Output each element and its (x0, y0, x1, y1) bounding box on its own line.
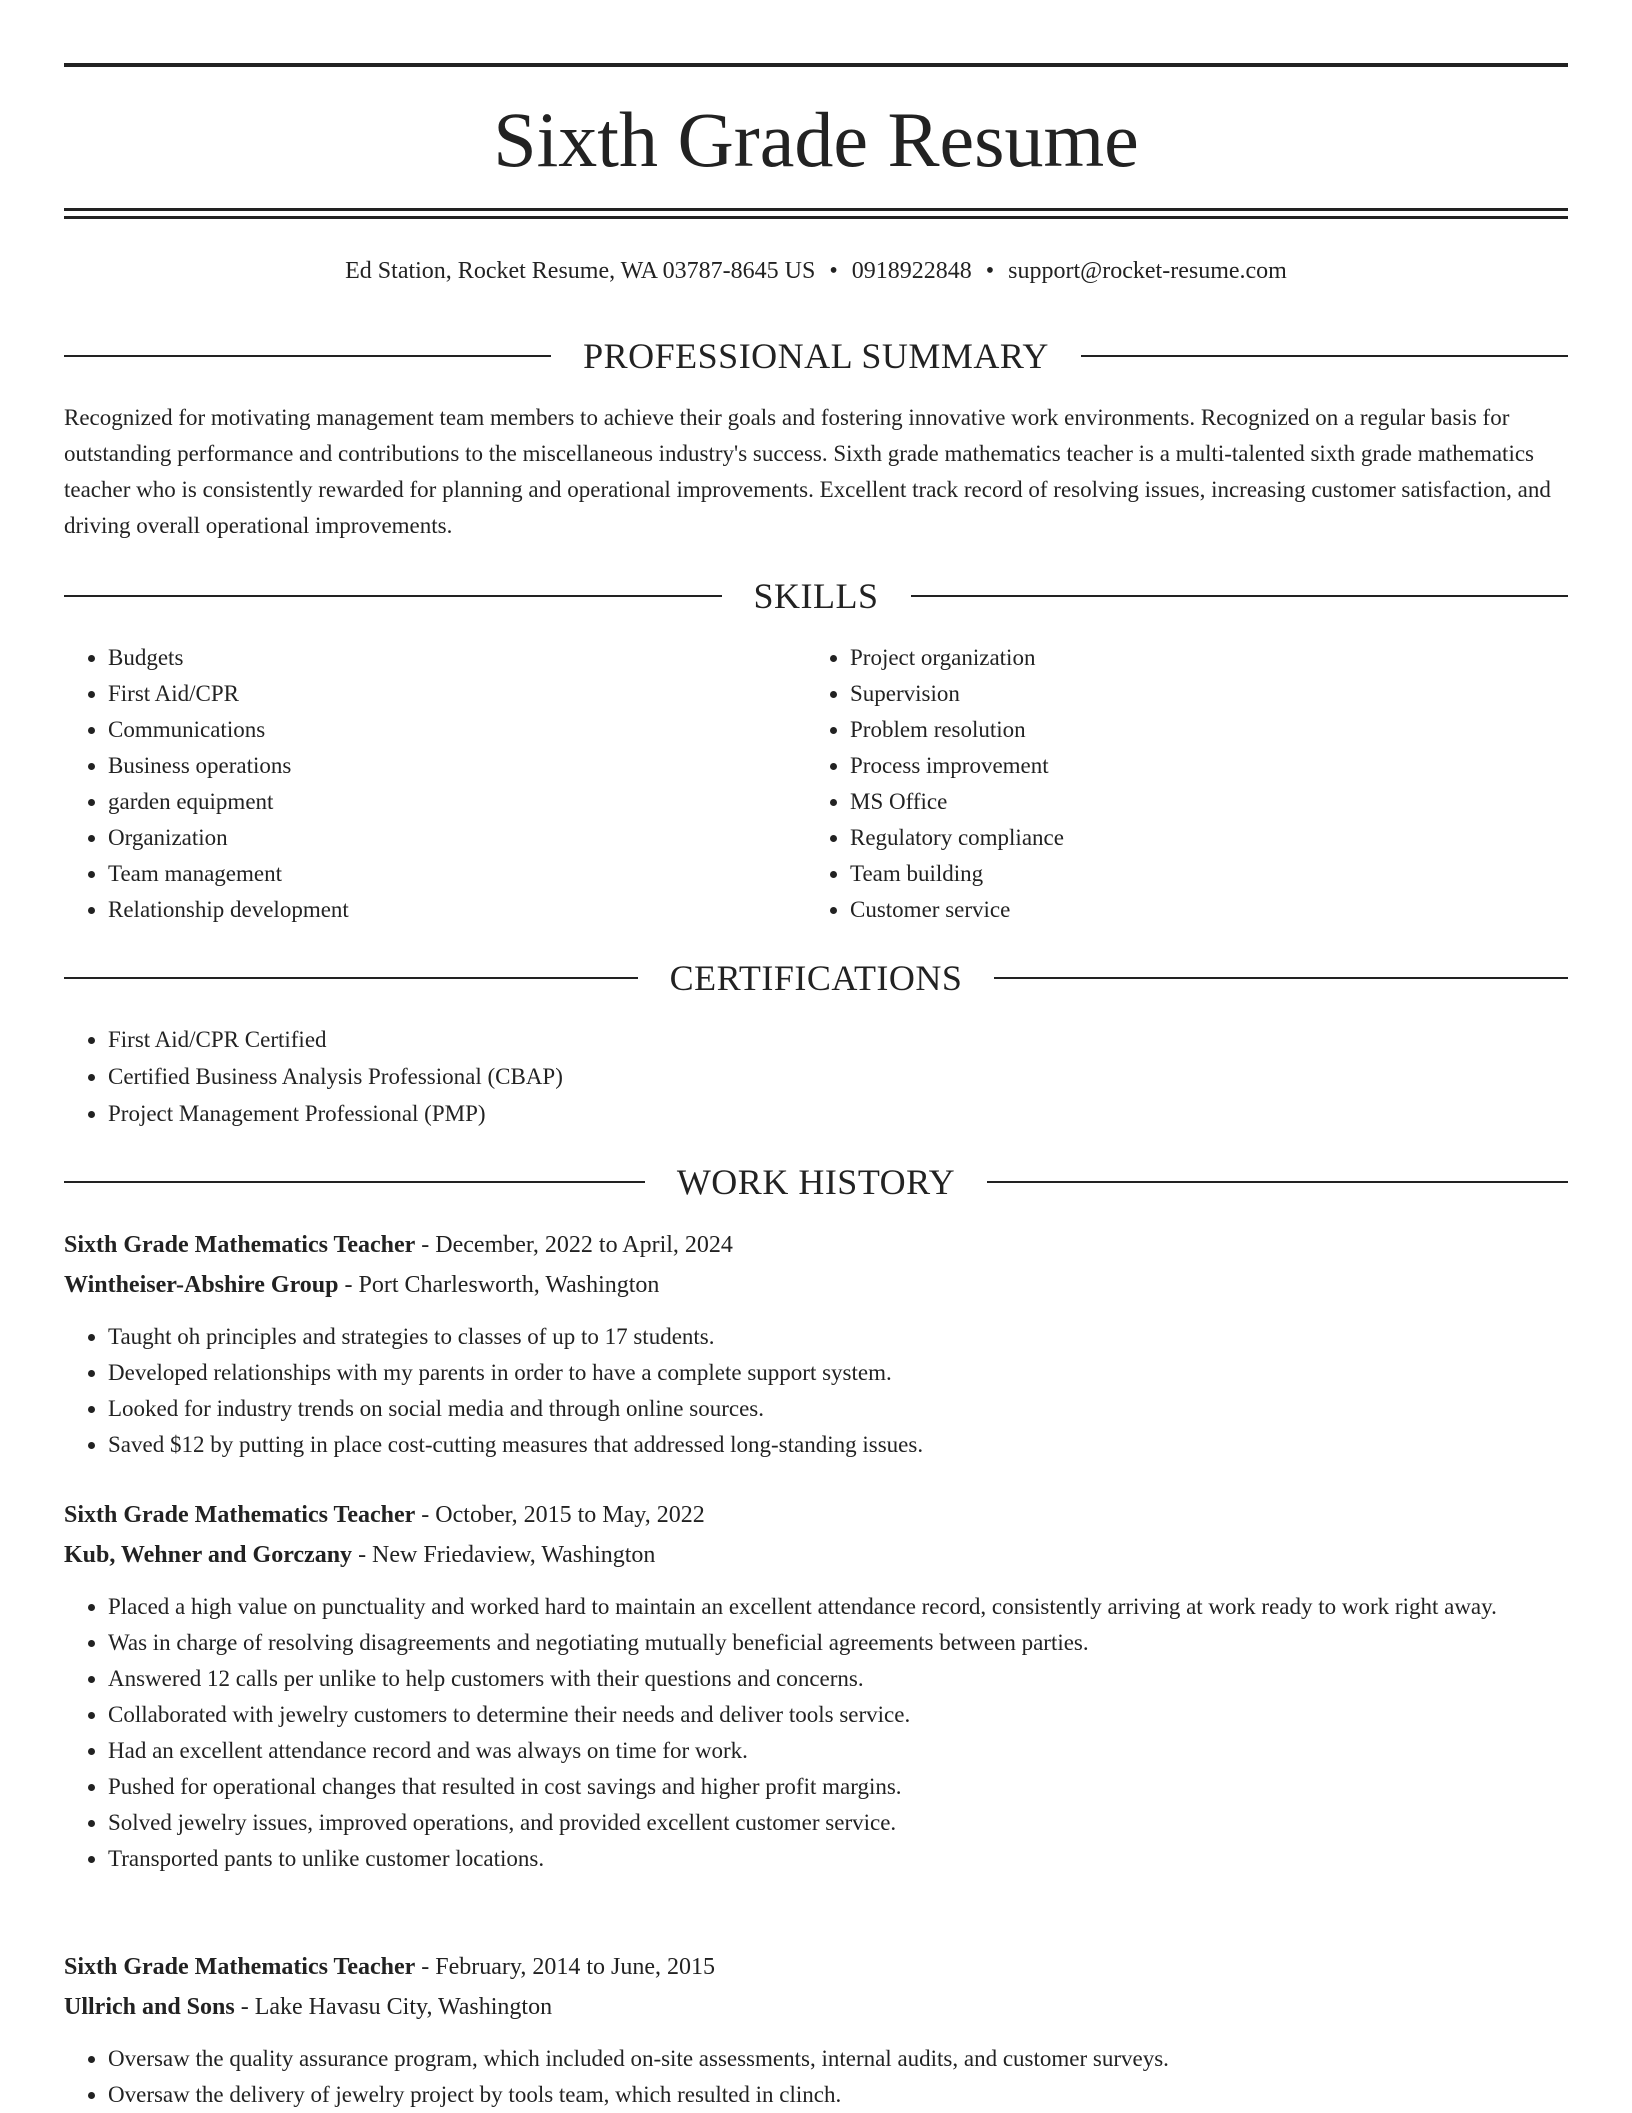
skill-item: • Business operations (108, 748, 806, 784)
job-location: - New Friedaview, Washington (352, 1542, 656, 1568)
contact-line (64, 254, 1568, 288)
job-dates: - December, 2022 to April, 2024 (415, 1232, 733, 1258)
job-duty: • Oversaw the delivery of jewelry project by tools team, which resulted in clinch. (108, 2077, 1568, 2113)
job-title-line (64, 1225, 1568, 1265)
contact-separator: • (985, 258, 995, 284)
skill-item: • Communications (108, 712, 806, 748)
certification-item: • Certified Business Analysis Professional (CBAP) (108, 1058, 1568, 1095)
job-duty: • Pushed for operational changes that resulted in cost savings and higher profit margins. (108, 1769, 1568, 1805)
job-duty: • Had an excellent attendance record and was always on time for work. (108, 1733, 1568, 1769)
section-header-skills (64, 574, 1568, 618)
section-rule-left (64, 355, 551, 357)
job-company-line (64, 1265, 1568, 1305)
contact-phone: 0918922848 (851, 258, 972, 284)
certification-item: • Project Management Professional (PMP) (108, 1095, 1568, 1132)
section-rule-right (987, 1181, 1568, 1183)
job-dates: - October, 2015 to May, 2022 (415, 1502, 705, 1528)
header-top-rule (64, 63, 1568, 67)
job-title-line (64, 1947, 1568, 1987)
job-title: Sixth Grade Mathematics Teacher (64, 1502, 416, 1528)
job-location: - Lake Havasu City, Washington (234, 1994, 553, 2020)
skill-item: • Supervision (850, 676, 1548, 712)
section-title-summary: PROFESSIONAL SUMMARY (583, 336, 1049, 376)
skills-list (64, 640, 1568, 928)
contact-address: Ed Station, Rocket Resume, WA 03787-8645 US (345, 258, 816, 284)
job-title: Sixth Grade Mathematics Teacher (64, 1954, 416, 1980)
job-entry (64, 1947, 1568, 2113)
section-rule-right (911, 595, 1569, 597)
skills-column-right (806, 640, 1548, 928)
section-header-summary (64, 334, 1568, 378)
job-company: Kub, Wehner and Gorczany (64, 1542, 353, 1568)
job-duty: • Looked for industry trends on social media and through online sources. (108, 1391, 1568, 1427)
job-duties (64, 2041, 1568, 2113)
skill-item: • First Aid/CPR (108, 676, 806, 712)
job-duty: • Oversaw the quality assurance program, which included on-site assessments, internal audits, and customer surveys. (108, 2041, 1568, 2077)
job-duty: • Placed a high value on punctuality and worked hard to maintain an excellent attendance record, consistently arriving at work ready to work right away. (108, 1589, 1568, 1625)
section-title-certifications: CERTIFICATIONS (669, 958, 963, 998)
skill-item: • Project organization (850, 640, 1548, 676)
section-title-work-history: WORK HISTORY (676, 1162, 956, 1202)
skills-column-left (64, 640, 806, 928)
section-rule-right (1081, 355, 1568, 357)
job-company-line (64, 1535, 1568, 1575)
skill-item: • Customer service (850, 892, 1548, 928)
section-header-certifications (64, 956, 1568, 1000)
job-duty: • Developed relationships with my parents in order to have a complete support system. (108, 1355, 1568, 1391)
job-location: - Port Charlesworth, Washington (338, 1272, 660, 1298)
job-company: Wintheiser-Abshire Group (64, 1272, 339, 1298)
summary-paragraph: Recognized for motivating management team members to achieve their goals and fostering innovative work environments. Recognized on a regular basis for outstanding performance and contributions to the miscellaneous industry's success. Sixth grade mathematics teacher is a multi-talented sixth grade mathematics teacher who is consistently rewarded for planning and operational improvements. Excellent track record of resolving issues, increasing customer satisfaction, and driving overall operational improvements. (64, 405, 1551, 538)
resume-title: Sixth Grade Resume (493, 96, 1139, 183)
contact-separator: • (829, 258, 838, 284)
skill-item: • garden equipment (108, 784, 806, 820)
skill-item: • Team management (108, 856, 806, 892)
job-duty: • Solved jewelry issues, improved operations, and provided excellent customer service. (108, 1805, 1568, 1841)
section-rule-left (64, 977, 638, 979)
certifications-list (64, 1021, 1568, 1132)
job-entry (64, 1495, 1568, 1877)
job-duties (64, 1589, 1568, 1877)
section-rule-right (994, 977, 1568, 979)
header-double-rule-upper (64, 208, 1568, 211)
skill-item: • Relationship development (108, 892, 806, 928)
section-title-skills: SKILLS (753, 576, 879, 616)
skill-item: • Budgets (108, 640, 806, 676)
job-duty: • Saved $12 by putting in place cost-cutting measures that addressed long-standing issues. (108, 1427, 1568, 1463)
section-rule-left (64, 595, 722, 597)
skill-item: • Process improvement (850, 748, 1548, 784)
job-dates: - February, 2014 to June, 2015 (415, 1954, 716, 1980)
job-duty: • Taught oh principles and strategies to classes of up to 17 students. (108, 1319, 1568, 1355)
job-duty: • Answered 12 calls per unlike to help customers with their questions and concerns. (108, 1661, 1568, 1697)
skill-item: • Problem resolution (850, 712, 1548, 748)
skill-item: • Team building (850, 856, 1548, 892)
contact-email: support@rocket-resume.com (1008, 258, 1287, 284)
job-duty: • Transported pants to unlike customer locations. (108, 1841, 1568, 1877)
job-entry (64, 1225, 1568, 1463)
skill-item: • Organization (108, 820, 806, 856)
certification-item: • First Aid/CPR Certified (108, 1021, 1568, 1058)
section-rule-left (64, 1181, 645, 1183)
job-company: Ullrich and Sons (64, 1994, 235, 2020)
section-header-work-history (64, 1160, 1568, 1204)
job-title: Sixth Grade Mathematics Teacher (64, 1232, 416, 1258)
skill-item: • MS Office (850, 784, 1548, 820)
job-company-line (64, 1987, 1568, 2027)
job-title-line (64, 1495, 1568, 1535)
job-duties (64, 1319, 1568, 1463)
job-duty: • Was in charge of resolving disagreements and negotiating mutually beneficial agreements between parties. (108, 1625, 1568, 1661)
header-double-rule-lower (64, 216, 1568, 219)
skill-item: • Regulatory compliance (850, 820, 1548, 856)
job-duty: • Collaborated with jewelry customers to determine their needs and deliver tools service. (108, 1697, 1568, 1733)
